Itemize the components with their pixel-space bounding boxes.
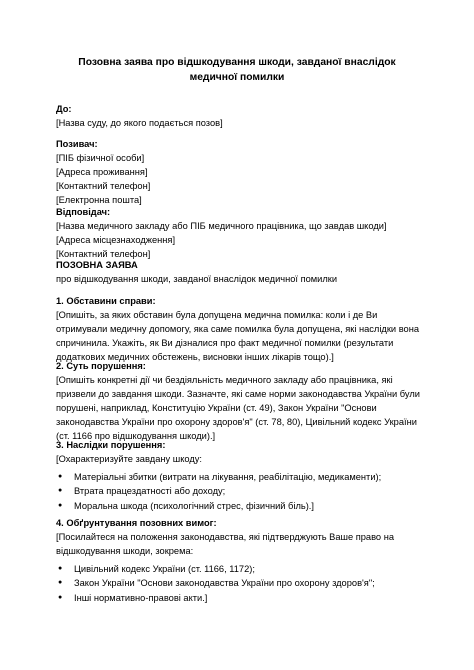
justification-list bbox=[56, 562, 424, 605]
list-item: ● Матеріальні збитки (витрати на лікування, реабілітацію, медикаменти); bbox=[56, 470, 424, 484]
section-consequences bbox=[56, 438, 424, 513]
claim-subtitle: про відшкодування шкоди, завданої внаслідок медичної помилки bbox=[56, 274, 338, 285]
list-item: ● Закон України "Основи законодавства України про охорону здоров'я"; bbox=[56, 576, 424, 590]
defendant-line: [Адреса місцезнаходження] bbox=[56, 235, 176, 246]
plaintiff-line: [Електронна пошта] bbox=[56, 195, 142, 206]
court-block bbox=[56, 102, 424, 130]
claim-heading: ПОЗОВНА ЗАЯВА bbox=[56, 260, 138, 270]
section-heading: 2. Суть порушення: bbox=[56, 361, 146, 371]
consequences-list bbox=[56, 470, 424, 513]
list-item: ● Втрата працездатності або доходу; bbox=[56, 484, 424, 498]
section-circumstances bbox=[56, 294, 424, 364]
list-item: ● Цивільний кодекс України (ст. 1166, 1172); bbox=[56, 562, 424, 576]
document-title: Позовна заява про відшкодування шкоди, завданої внаслідок медичної помилки bbox=[78, 57, 396, 83]
section-text: [Охарактеризуйте завдану шкоду: bbox=[56, 454, 203, 465]
list-item: ● Моральна шкода (психологічний стрес, фізичний біль).] bbox=[56, 499, 424, 513]
defendant-block bbox=[56, 205, 424, 261]
section-justification bbox=[56, 516, 424, 605]
section-violation bbox=[56, 359, 424, 444]
court-heading: До: bbox=[56, 104, 72, 114]
section-heading: 3. Наслідки порушення: bbox=[56, 440, 166, 450]
defendant-line: [Контактний телефон] bbox=[56, 249, 151, 260]
claim-block bbox=[56, 258, 424, 286]
plaintiff-line: [ПІБ фізичної особи] bbox=[56, 153, 145, 164]
defendant-heading: Відповідач: bbox=[56, 207, 111, 217]
court-name-line: [Назва суду, до якого подається позов] bbox=[56, 118, 223, 129]
section-text: [Опишіть, за яких обставин була допущена медична помилка: коли і де Ви отримували медичну допомогу, яка саме помилка була допущена, які наслідки вона спричинила. Укажіть, як Ви дізналися про факт медичної помилки (результати додаткових медичних обстежень, висновки інших лікарів тощо).] bbox=[56, 310, 420, 363]
section-text: [Посилайтеся на положення законодавства, які підтверджують Ваше право на відшкодування шкоди, зокрема: bbox=[56, 532, 394, 557]
section-heading: 1. Обставини справи: bbox=[56, 296, 156, 306]
plaintiff-line: [Адреса проживання] bbox=[56, 167, 148, 178]
defendant-line: [Назва медичного закладу або ПІБ медичного працівника, що завдав шкоди] bbox=[56, 221, 387, 232]
plaintiff-line: [Контактний телефон] bbox=[56, 181, 151, 192]
plaintiff-heading: Позивач: bbox=[56, 139, 98, 149]
plaintiff-block bbox=[56, 137, 424, 207]
section-heading: 4. Обґрунтування позовних вимог: bbox=[56, 518, 217, 528]
list-item: ● Інші нормативно-правові акти.] bbox=[56, 591, 424, 605]
section-text: [Опишіть конкретні дії чи бездіяльність медичного закладу або працівника, які призвели до завдання шкоди. Зазначте, які саме норми законодавства України були порушені, наприклад, Конституцію України (ст. 49), Закон України "Основи законодавства України про охорону здоров'я" (ст. 78, 80), Цивільний кодекс України (ст. 1166 про відшкодування шкоди).] bbox=[56, 375, 420, 442]
